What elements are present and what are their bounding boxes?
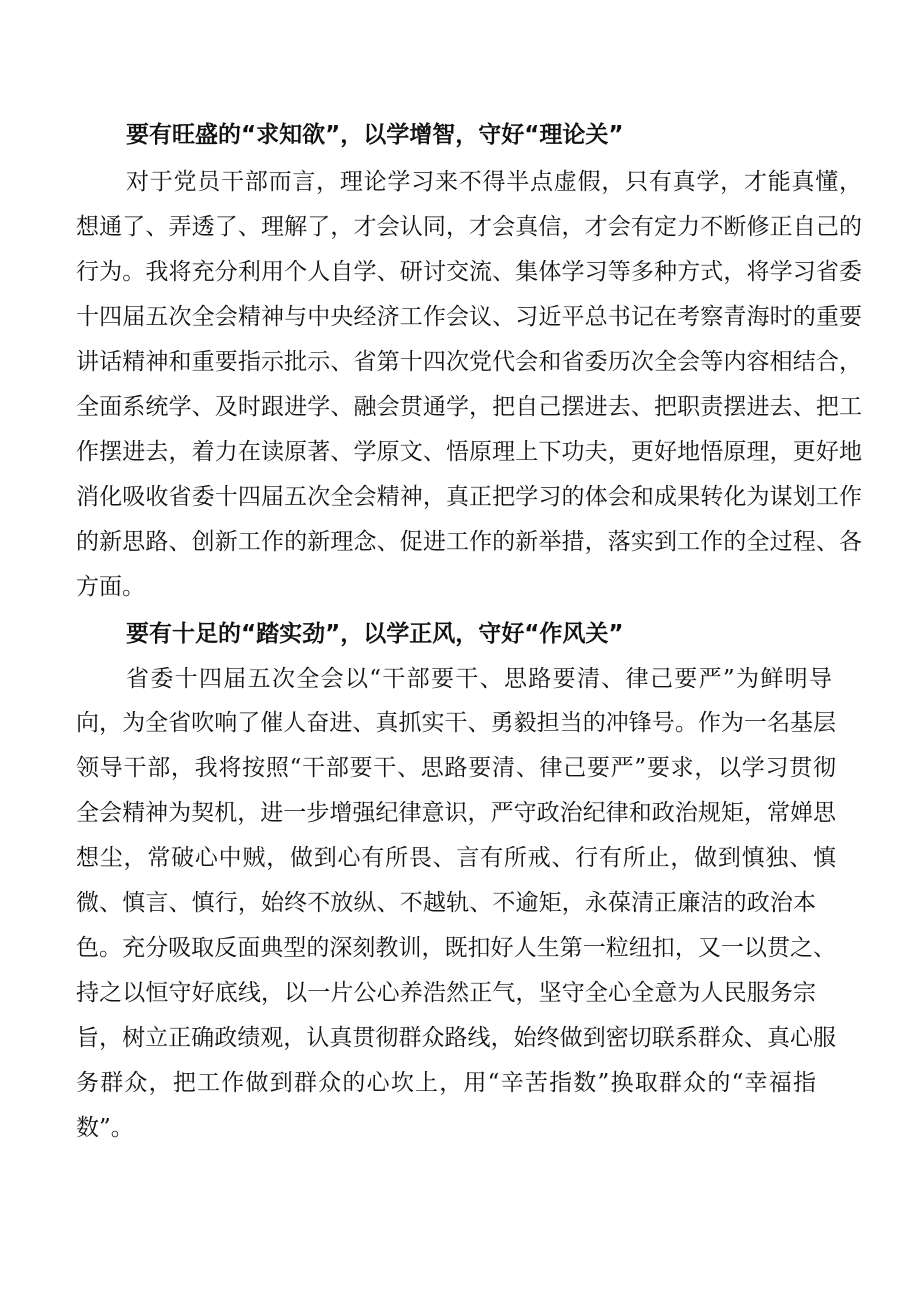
section2-line-10: 务群众，把工作做到群众的心坎上，用“辛苦指数”换取群众的“幸福指 [76, 1070, 816, 1096]
section1-line-1: 对于党员干部而言，理论学习来不得半点虚假，只有真学，才能真懂， [126, 169, 862, 195]
section2-line-3: 领导干部，我将按照“干部要干、思路要清、律己要严”要求，以学习贯彻 [76, 755, 836, 781]
section1-line-10: 方面。 [76, 574, 145, 600]
section2-line-1: 省委十四届五次全会以“干部要干、思路要清、律己要严”为鲜明导 [126, 666, 832, 692]
section2-line-9: 旨，树立正确政绩观，认真贯彻群众路线，始终做到密切联系群众、真心服 [76, 1025, 836, 1051]
section1-line-2: 想通了、弄透了、理解了，才会认同，才会真信，才会有定力不断修正自己的 [76, 214, 862, 240]
section1-line-4: 十四届五次全会精神与中央经济工作会议、习近平总书记在考察青海时的重要 [76, 304, 862, 330]
section2-line-2: 向，为全省吹响了催人奋进、真抓实干、勇毅担当的冲锋号。作为一名基层 [76, 710, 836, 736]
section2-line-6: 微、慎言、慎行，始终不放纵、不越轨、不逾矩，永葆清正廉洁的政治本 [76, 890, 816, 916]
section1-heading: 要有旺盛的“求知欲”，以学增智，守好“理论关” [126, 122, 624, 148]
section2-heading: 要有十足的“踏实劲”，以学正风，守好“作风关” [126, 621, 624, 647]
section1-line-7: 作摆进去，着力在读原著、学原文、悟原理上下功夫，更好地悟原理，更好地 [76, 439, 862, 465]
section2-line-4: 全会精神为契机，进一步增强纪律意识，严守政治纪律和政治规矩，常婵思 [76, 800, 836, 826]
section2-line-8: 持之以恒守好底线，以一片公心养浩然正气，坚守全心全意为人民服务宗 [76, 980, 816, 1006]
section1-line-9: 的新思路、创新工作的新理念、促进工作的新举措，落实到工作的全过程、各 [76, 529, 862, 555]
section1-line-5: 讲话精神和重要指示批示、省第十四次党代会和省委历次全会等内容相结合， [76, 349, 862, 375]
section1-line-8: 消化吸收省委十四届五次全会精神，真正把学习的体会和成果转化为谋划工作 [76, 484, 862, 510]
section2-line-5: 想尘，常破心中贼，做到心有所畏、言有所戒、行有所止，做到慎独、慎 [76, 845, 836, 871]
section1-line-3: 行为。我将充分利用个人自学、研讨交流、集体学习等多种方式，将学习省委 [76, 259, 862, 285]
section1-line-6: 全面系统学、及时跟进学、融会贯通学，把自己摆进去、把职责摆进去、把工 [76, 394, 862, 420]
section2-line-11: 数”。 [76, 1115, 134, 1141]
section2-line-7: 色。充分吸取反面典型的深刻教训，既扣好人生第一粒纽扣，又一以贯之、 [76, 935, 836, 961]
